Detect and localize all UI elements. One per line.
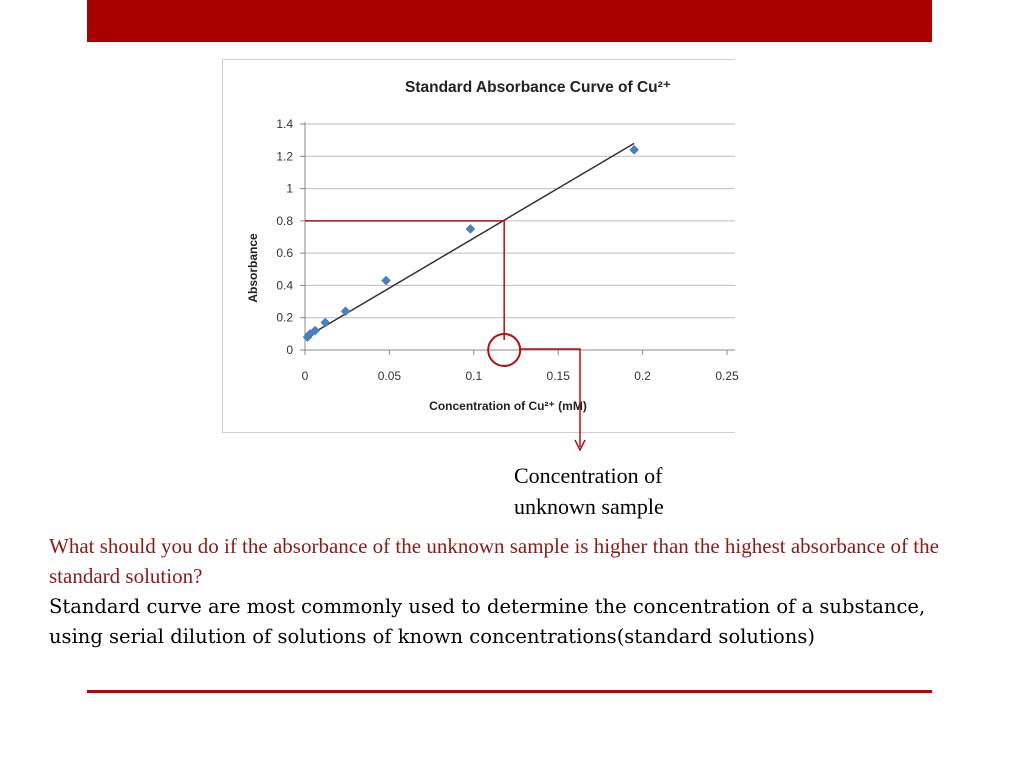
- data-point: [630, 145, 639, 154]
- reading-guides: [305, 221, 520, 366]
- standard-curve-chart: [223, 60, 739, 432]
- y-tick-label: 0.8: [276, 213, 293, 228]
- y-axis-label: Absorbance: [246, 233, 260, 303]
- annotation-line-2: unknown sample: [514, 494, 664, 519]
- x-tick-label: 0.25: [715, 369, 739, 383]
- annotation-line-1: Concentration of: [514, 463, 663, 488]
- x-axis-label: Concentration of Cu²⁺ (mM): [429, 399, 587, 413]
- reading-guide-line: [305, 221, 504, 340]
- y-tick-label: 0.6: [276, 246, 293, 261]
- x-tick-label: 0.05: [377, 369, 402, 383]
- data-point: [382, 276, 391, 285]
- question-text: What should you do if the absorbance of the unknown sample is higher than the highest absorbance of the standard solution?: [49, 534, 939, 588]
- trendline: [305, 143, 634, 338]
- y-tick-label: 0.2: [276, 310, 293, 325]
- chart-title: Standard Absorbance Curve of Cu²⁺: [405, 79, 671, 96]
- chart-frame: [222, 59, 739, 433]
- data-point: [321, 318, 330, 327]
- annotation-arrow-head: [575, 440, 585, 450]
- x-tick-label: 0.1: [465, 369, 483, 383]
- trendline-layer: [305, 143, 634, 338]
- header-accent-bar: [87, 0, 932, 42]
- data-point: [341, 307, 350, 316]
- y-tick-label: 1.2: [276, 149, 293, 164]
- data-point: [466, 224, 475, 233]
- axes: [300, 122, 735, 355]
- x-tick-label: 0.2: [634, 369, 651, 383]
- x-tick-label: 0: [301, 369, 309, 383]
- unknown-sample-annotation: [514, 460, 664, 522]
- y-tick-label: 0.4: [276, 278, 293, 293]
- data-points: [303, 145, 639, 341]
- x-tick-label: 0.15: [546, 369, 570, 383]
- y-tick-label: 0: [286, 343, 293, 357]
- tick-labels: [276, 117, 739, 383]
- y-tick-label: 1.4: [276, 117, 293, 131]
- y-tick-label: 1: [286, 181, 293, 196]
- footer-rule: [87, 690, 932, 693]
- explanation-text: Standard curve are most commonly used to determine the concentration of a substance, using serial dilution of solutions of known concentrations(standard solutions): [49, 595, 926, 648]
